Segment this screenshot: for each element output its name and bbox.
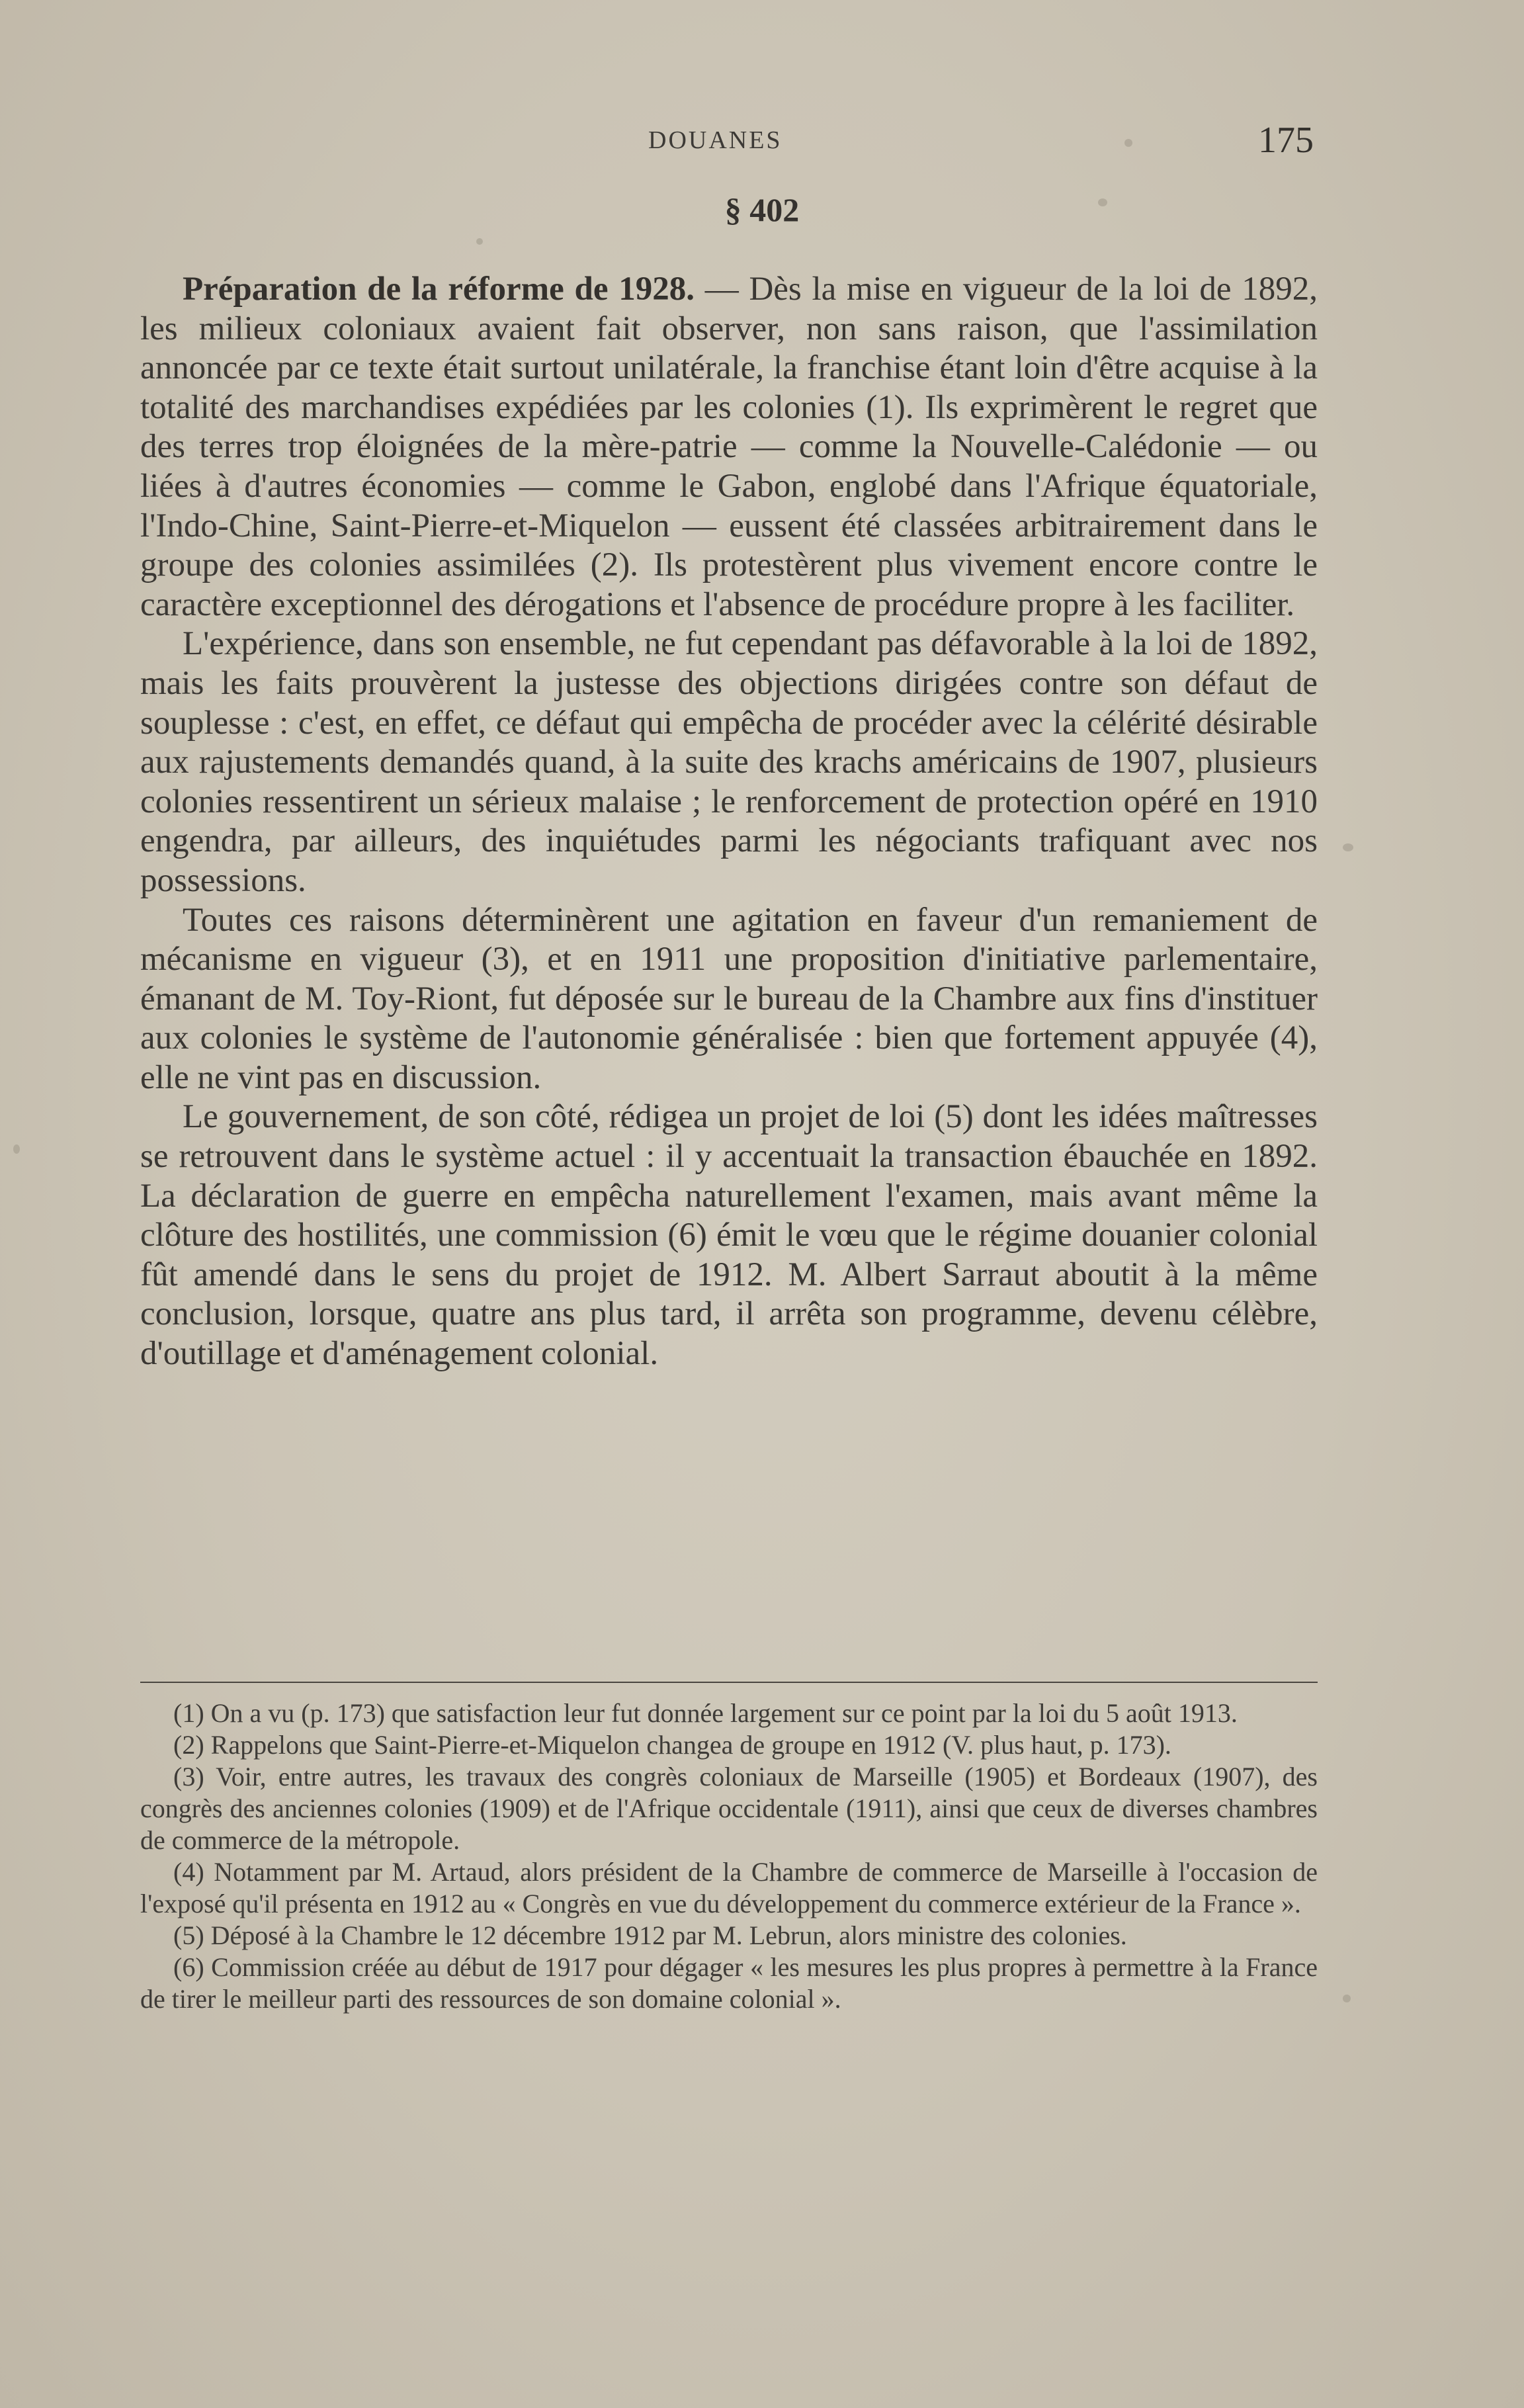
paper-speck — [13, 1144, 20, 1154]
running-head-title: DOUANES — [648, 126, 783, 154]
paper-speck — [1343, 1995, 1351, 2002]
paper-speck — [476, 238, 483, 245]
section-number: § 402 — [724, 191, 800, 228]
footnote-3: (3) Voir, entre autres, les travaux des congrès coloniaux de Marseille (1905) et Bordeaux (1907), des congrès des anciennes colonies (1909) et de l'Afrique occidentale (1911), ainsi que ceux de diverses chambres de commerce de la métropole. — [140, 1762, 1318, 1855]
paragraph-1 — [140, 270, 1318, 624]
footnotes — [140, 1698, 1318, 2015]
footnote-6: (6) Commission créée au début de 1917 pour dégager « les mesures les plus propres à permettre à la France de tirer le meilleur parti des ressources de son domaine colonial ». — [140, 1952, 1318, 2014]
paragraph-heading: Préparation de la réforme de 1928. — [183, 271, 695, 308]
page-number: 175 — [1258, 120, 1314, 161]
footnote-5: (5) Déposé à la Chambre le 12 décembre 1912 par M. Lebrun, alors ministre des colonies. — [173, 1920, 1127, 1950]
running-head — [0, 119, 1524, 165]
footnote-2: (2) Rappelons que Saint-Pierre-et-Miquelon changea de groupe en 1912 (V. plus haut, p. 173). — [173, 1730, 1171, 1760]
main-text — [140, 270, 1318, 1374]
footnote-1: (1) On a vu (p. 173) que satisfaction leur fut donnée largement sur ce point par la loi du 5 août 1913. — [173, 1698, 1238, 1728]
paper-speck — [1343, 843, 1353, 851]
paragraph-4: Le gouvernement, de son côté, rédigea un projet de loi (5) dont les idées maîtresses se retrouvent dans le système actuel : il y accentuait la transaction ébauchée en 1892. La déclaration de guerre en empêcha naturellement l'examen, mais avant même la clôture des hostilités, une commission (6) émit le vœu que le régime douanier colonial fût amendé dans le sens du projet de 1912. M. Albert Sarraut aboutit à la même conclusion, lorsque, quatre ans plus tard, il arrêta son programme, devenu célèbre, d'outillage et d'aménagement colonial. — [140, 1098, 1318, 1373]
paragraph-2: L'expérience, dans son ensemble, ne fut cependant pas défavorable à la loi de 1892, mais les faits prouvèrent la justesse des objections dirigées contre son défaut de souplesse : c'est, en effet, ce défaut qui empêcha de procéder avec la célérité désirable aux rajustements demandés quand, à la suite des krachs américains de 1907, plusieurs colonies ressentirent un sérieux malaise ; le renforcement de protection opéré en 1910 engendra, par ailleurs, des inquiétudes parmi les négociants trafiquant avec nos possessions. — [140, 625, 1318, 899]
paragraph-1-text: — Dès la mise en vigueur de la loi de 1892, les milieux coloniaux avaient fait observer, non sans raison, que l'assimilation annoncée par ce texte était surtout unilatérale, la franchise étant loin d'être acquise à la totalité des marchandises expédiées par les colonies (1). Ils exprimèrent le regret que des terres trop éloignées de la mère-patrie — comme la Nouvelle-Calédonie — ou liées à d'autres économies — comme le Gabon, englobé dans l'Afrique équatoriale, l'Indo-Chine, Saint-Pierre-et-Miquelon — eussent été classées arbitrairement dans le groupe des colonies assimilées (2). Ils protestèrent plus vivement encore contre le caractère exceptionnel des dérogations et l'absence de procédure propre à les faciliter. — [140, 271, 1318, 623]
footnote-divider — [140, 1682, 1318, 1683]
paragraph-3: Toutes ces raisons déterminèrent une agitation en faveur d'un remaniement de mécanisme en vigueur (3), et en 1911 une proposition d'initiative parlementaire, émanant de M. Toy-Riont, fut déposée sur le bureau de la Chambre aux fins d'instituer aux colonies le système de l'autonomie généralisée : bien que fortement appuyée (4), elle ne vint pas en discussion. — [140, 901, 1318, 1096]
footnote-4: (4) Notamment par M. Artaud, alors président de la Chambre de commerce de Marseille à l'occasion de l'exposé qu'il présenta en 1912 au « Congrès en vue du développement du commerce extérieur de la France ». — [140, 1857, 1318, 1918]
